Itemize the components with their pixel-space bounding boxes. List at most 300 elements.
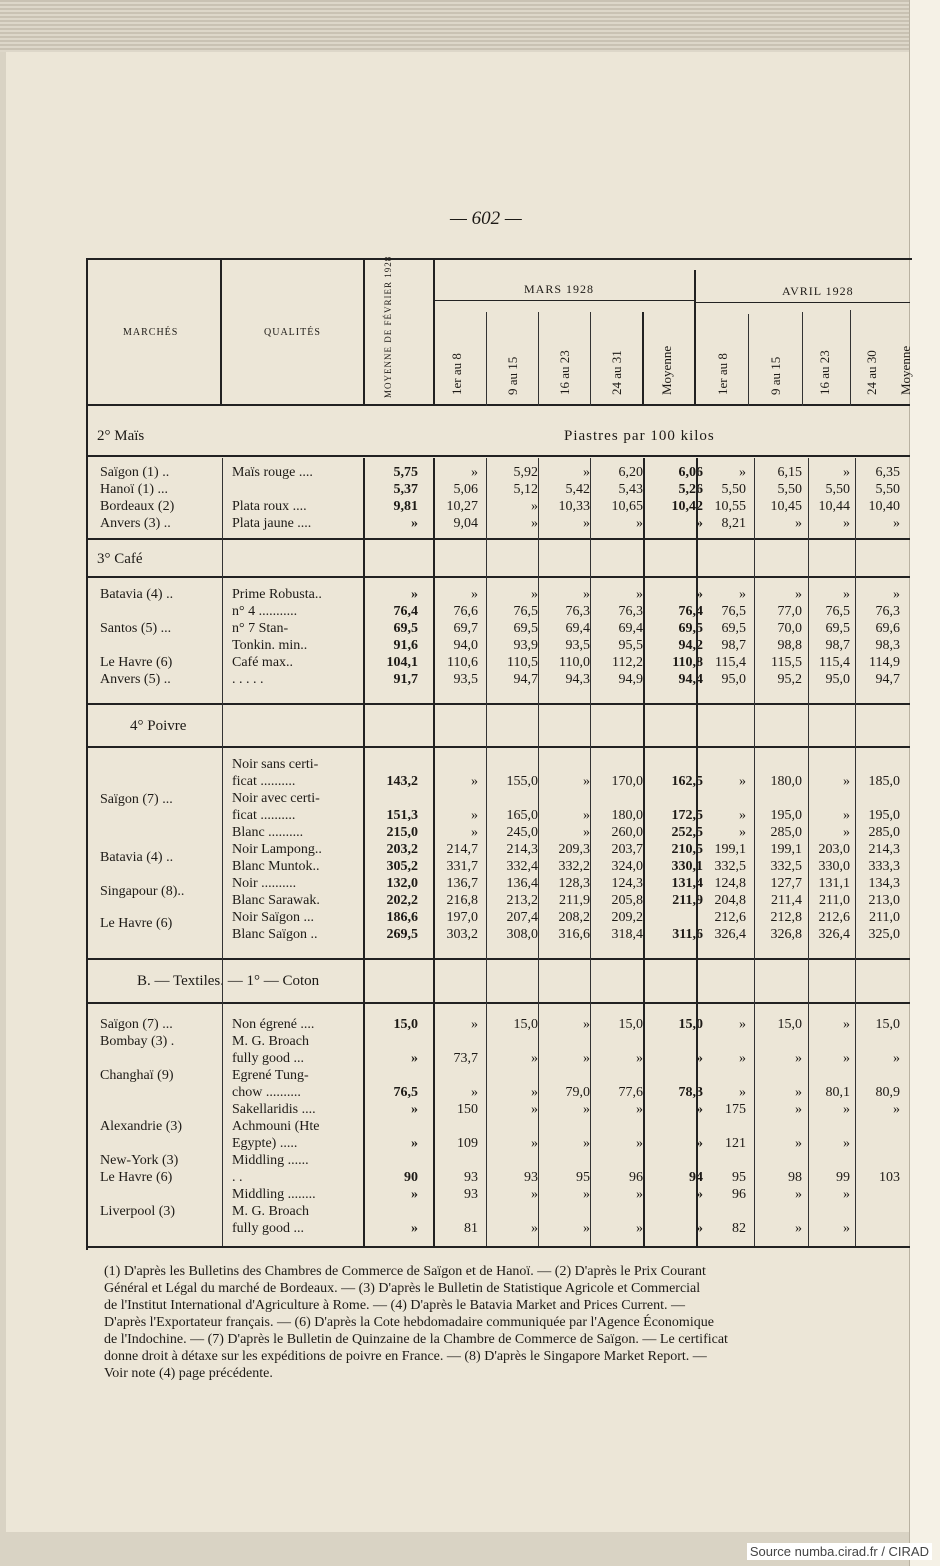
value-cell: » (739, 825, 746, 840)
value-cell: » (636, 1102, 643, 1117)
value-cell: 203,0 (818, 842, 850, 857)
value-cell: 15,0 (393, 1017, 418, 1032)
table-row (90, 859, 908, 876)
value-cell: » (843, 1187, 850, 1202)
value-cell: 94,7 (513, 672, 538, 687)
quality-cell: Achmouni (Hte (232, 1119, 320, 1134)
table-row (90, 842, 908, 865)
value-cell: 212,6 (818, 910, 850, 925)
quality-cell: Noir Saïgon ... (232, 910, 315, 925)
value-cell: 6,20 (618, 465, 643, 480)
body-vrule (433, 458, 435, 1246)
value-cell: 77,6 (618, 1085, 643, 1100)
avril-bracket-line (694, 302, 910, 303)
body-vrule (486, 458, 487, 1246)
market-cell: New-York (3) (100, 1153, 179, 1168)
value-cell: » (696, 516, 703, 531)
value-cell: » (411, 1187, 418, 1202)
value-cell: 109 (457, 1136, 478, 1151)
quality-cell: Prime Robusta.. (232, 587, 322, 602)
section-rule (86, 455, 910, 457)
value-cell: 69,4 (565, 621, 590, 636)
value-cell: 9,81 (393, 499, 418, 514)
section-title: 4° Poivre (130, 718, 187, 734)
table-row (90, 1136, 908, 1153)
header-mars: MARS 1928 (524, 282, 595, 296)
body-vrule (590, 458, 591, 1246)
value-cell: » (583, 1187, 590, 1202)
value-cell: 162,5 (671, 774, 703, 789)
value-cell: 76,5 (721, 604, 746, 619)
table-row (90, 808, 908, 825)
value-cell: 69,5 (721, 621, 746, 636)
footnote-line: de l'Institut International d'Agriculture à Rome. — (4) D'après le Batavia Market and Prices Current. — (104, 1298, 686, 1313)
value-cell: 214,7 (446, 842, 478, 857)
value-cell: 98,7 (721, 638, 746, 653)
value-cell: 211,4 (771, 893, 802, 908)
value-cell: » (583, 1102, 590, 1117)
value-cell: 136,7 (446, 876, 478, 891)
body-vrule (808, 458, 809, 1246)
value-cell: 211,9 (559, 893, 590, 908)
value-cell: 186,6 (386, 910, 418, 925)
section-rule (86, 1002, 910, 1004)
table-row (90, 1034, 908, 1051)
value-cell: 93,9 (513, 638, 538, 653)
value-cell: » (531, 499, 538, 514)
value-cell: 115,4 (715, 655, 746, 670)
value-cell: 15,0 (875, 1017, 900, 1032)
value-cell: 99 (836, 1170, 850, 1185)
value-cell: 95,2 (777, 672, 802, 687)
value-cell: 5,50 (825, 482, 850, 497)
header-vrule-3 (433, 258, 435, 406)
value-cell: 333,3 (868, 859, 900, 874)
value-cell: 204,8 (714, 893, 746, 908)
value-cell: 5,75 (393, 465, 418, 480)
value-cell: » (471, 808, 478, 823)
table-row (90, 672, 908, 689)
value-cell: 212,8 (770, 910, 802, 925)
quality-cell: Noir .......... (232, 876, 297, 891)
header-mars-col-1: 1er au 8 (449, 353, 464, 395)
value-cell: » (893, 1102, 900, 1117)
value-cell: » (531, 1102, 538, 1117)
value-cell: 95 (732, 1170, 746, 1185)
header-vrule-6 (538, 312, 539, 406)
value-cell: 93 (464, 1170, 478, 1185)
value-cell: 79,0 (565, 1085, 590, 1100)
value-cell: » (843, 825, 850, 840)
quality-cell: . . . . . (232, 672, 264, 687)
quality-cell: Tonkin. min.. (232, 638, 308, 653)
value-cell: » (795, 587, 802, 602)
table-row (90, 587, 908, 604)
table-row (90, 1221, 908, 1238)
value-cell: 202,2 (386, 893, 418, 908)
value-cell: 80,1 (825, 1085, 850, 1100)
value-cell: 10,27 (446, 499, 478, 514)
value-cell: » (471, 587, 478, 602)
value-cell: 115,5 (771, 655, 802, 670)
value-cell: 134,3 (868, 876, 900, 891)
value-cell: » (583, 516, 590, 531)
value-cell: 110,8 (672, 655, 703, 670)
value-cell: 308,0 (506, 927, 538, 942)
header-vrule-4 (694, 270, 696, 406)
mars-bracket-line (434, 300, 694, 301)
header-avril-col-4: 24 au 30 (864, 350, 879, 395)
value-cell: 98,3 (875, 638, 900, 653)
value-cell: 76,5 (393, 1085, 418, 1100)
value-cell: 195,0 (868, 808, 900, 823)
header-vrule-2 (363, 258, 365, 406)
value-cell: 69,4 (618, 621, 643, 636)
value-cell: 93,5 (565, 638, 590, 653)
header-avril-col-3: 16 au 23 (817, 350, 832, 395)
value-cell: 197,0 (446, 910, 478, 925)
value-cell: 260,0 (611, 825, 643, 840)
table-row (90, 1068, 908, 1085)
section-rule (86, 746, 910, 748)
value-cell: 132,0 (386, 876, 418, 891)
value-cell: 172,5 (671, 808, 703, 823)
value-cell: 10,45 (770, 499, 802, 514)
value-cell: 209,2 (611, 910, 643, 925)
table-row (90, 604, 908, 621)
value-cell: 199,1 (714, 842, 746, 857)
value-cell: 8,21 (721, 516, 746, 531)
value-cell: » (531, 1221, 538, 1236)
value-cell: 10,44 (818, 499, 850, 514)
value-cell: 98 (788, 1170, 802, 1185)
unit-label: Piastres par 100 kilos (564, 428, 715, 444)
value-cell: » (795, 1102, 802, 1117)
value-cell: 112,2 (612, 655, 643, 670)
value-cell: 332,5 (770, 859, 802, 874)
value-cell: » (411, 1051, 418, 1066)
header-avril-col-1: 1er au 8 (715, 353, 730, 395)
value-cell: 195,0 (770, 808, 802, 823)
value-cell: 216,8 (446, 893, 478, 908)
value-cell: 285,0 (770, 825, 802, 840)
value-cell: 245,0 (506, 825, 538, 840)
market-cell: Batavia (4) .. (100, 850, 174, 865)
value-cell: 95 (576, 1170, 590, 1185)
quality-cell: Blanc Saïgon .. (232, 927, 318, 942)
header-qualites: QUALITÉS (264, 327, 321, 338)
value-cell: 213,0 (868, 893, 900, 908)
value-cell: 5,42 (565, 482, 590, 497)
body-vrule (643, 458, 645, 1246)
value-cell: 73,7 (453, 1051, 478, 1066)
quality-cell: Blanc .......... (232, 825, 304, 840)
value-cell: 124,8 (714, 876, 746, 891)
table-row (90, 910, 908, 931)
value-cell: 185,0 (868, 774, 900, 789)
value-cell: 94,0 (453, 638, 478, 653)
value-cell: 214,3 (868, 842, 900, 857)
value-cell: 69,7 (453, 621, 478, 636)
value-cell: » (739, 1051, 746, 1066)
value-cell: » (531, 1085, 538, 1100)
header-mars-col-4: 24 au 31 (609, 350, 624, 395)
table-row (90, 621, 908, 638)
value-cell: 98,7 (825, 638, 850, 653)
value-cell: 110,0 (559, 655, 590, 670)
quality-cell: Egrené Tung- (232, 1068, 309, 1083)
header-vrule-8 (642, 312, 644, 406)
header-vrule-10 (802, 312, 803, 406)
value-cell: 165,0 (506, 808, 538, 823)
value-cell: 285,0 (868, 825, 900, 840)
value-cell: 94,3 (565, 672, 590, 687)
value-cell: 69,5 (513, 621, 538, 636)
quality-cell: Noir Lampong.. (232, 842, 322, 857)
value-cell: 103 (879, 1170, 900, 1185)
footnote-line: D'après l'Exportateur français. — (6) D'après la Cote hebdomadaire communiquée par l'Agence Économique (104, 1315, 714, 1330)
value-cell: 214,3 (506, 842, 538, 857)
value-cell: 330,1 (671, 859, 703, 874)
value-cell: » (843, 1221, 850, 1236)
quality-cell: Blanc Muntok.. (232, 859, 320, 874)
value-cell: 124,3 (611, 876, 643, 891)
quality-cell: Blanc Sarawak. (232, 893, 320, 908)
value-cell: » (411, 1221, 418, 1236)
value-cell: 6,06 (678, 465, 703, 480)
value-cell: » (471, 465, 478, 480)
value-cell: 90 (404, 1170, 418, 1185)
value-cell: 326,4 (714, 927, 746, 942)
value-cell: 95,0 (721, 672, 746, 687)
section-title: 3° Café (97, 551, 143, 567)
value-cell: 6,35 (875, 465, 900, 480)
table-row (90, 1204, 908, 1221)
value-cell: 5,26 (678, 482, 703, 497)
market-cell: Singapour (8).. (100, 884, 185, 899)
quality-cell: n° 4 ........... (232, 604, 298, 619)
value-cell: 15,0 (513, 1017, 538, 1032)
section-rule (86, 958, 910, 960)
footnote-line: Voir note (4) page précédente. (104, 1366, 273, 1381)
value-cell: 303,2 (446, 927, 478, 942)
value-cell: » (583, 1017, 590, 1032)
value-cell: 325,0 (868, 927, 900, 942)
value-cell: 80,9 (875, 1085, 900, 1100)
quality-cell: Sakellaridis .... (232, 1102, 316, 1117)
value-cell: 94 (689, 1170, 703, 1185)
value-cell: » (739, 587, 746, 602)
header-moyenne-fevrier: MOYENNE DE FÉVRIER 1928 (383, 255, 393, 398)
value-cell: 95,5 (618, 638, 643, 653)
value-cell: » (583, 1051, 590, 1066)
value-cell: 115,4 (819, 655, 850, 670)
value-cell: » (795, 1221, 802, 1236)
value-cell: 69,5 (825, 621, 850, 636)
value-cell: 332,5 (714, 859, 746, 874)
value-cell: » (696, 587, 703, 602)
value-cell: » (531, 587, 538, 602)
value-cell: 70,0 (777, 621, 802, 636)
quality-cell: Plata jaune .... (232, 516, 312, 531)
table-row (90, 1187, 908, 1204)
value-cell: » (843, 1102, 850, 1117)
value-cell: 69,6 (875, 621, 900, 636)
header-vrule-1 (220, 258, 222, 406)
value-cell: » (583, 1136, 590, 1151)
value-cell: 203,2 (386, 842, 418, 857)
quality-cell: ficat .......... (232, 774, 296, 789)
value-cell: » (843, 1051, 850, 1066)
quality-cell: ficat .......... (232, 808, 296, 823)
value-cell: 15,0 (618, 1017, 643, 1032)
value-cell: » (583, 825, 590, 840)
value-cell: » (893, 587, 900, 602)
body-vrule (222, 458, 223, 1246)
section-title: B. — Textiles. — 1° — Coton (137, 973, 320, 989)
table-row (90, 1170, 908, 1187)
value-cell: 69,5 (678, 621, 703, 636)
value-cell: 91,6 (393, 638, 418, 653)
value-cell: » (843, 587, 850, 602)
value-cell: 93 (464, 1187, 478, 1202)
table-row (90, 893, 908, 910)
body-vrule (363, 458, 365, 1246)
value-cell: 207,4 (506, 910, 538, 925)
market-cell: Alexandrie (3) (100, 1119, 183, 1134)
quality-cell: Middling ........ (232, 1187, 316, 1202)
value-cell: 78,3 (678, 1085, 703, 1100)
table-row (90, 516, 908, 533)
value-cell: 96 (629, 1170, 643, 1185)
value-cell: 10,33 (558, 499, 590, 514)
section-title: 2° Maïs (97, 428, 145, 444)
value-cell: 69,5 (393, 621, 418, 636)
quality-cell: M. G. Broach (232, 1034, 309, 1049)
value-cell: 155,0 (506, 774, 538, 789)
quality-cell: . . (232, 1170, 243, 1185)
table-row (90, 482, 908, 499)
quality-cell: Plata roux .... (232, 499, 307, 514)
value-cell: » (893, 1051, 900, 1066)
value-cell: » (739, 1017, 746, 1032)
table-row (90, 465, 908, 482)
value-cell: 9,04 (453, 516, 478, 531)
value-cell: 316,6 (558, 927, 590, 942)
value-cell: 114,9 (869, 655, 900, 670)
market-cell: Changhaï (9) (100, 1068, 174, 1083)
value-cell: 5,06 (453, 482, 478, 497)
value-cell: » (739, 1085, 746, 1100)
table-row (90, 1051, 908, 1068)
quality-cell: M. G. Broach (232, 1204, 309, 1219)
value-cell: 76,4 (393, 604, 418, 619)
market-cell: Saïgon (1) .. (100, 465, 170, 480)
value-cell: » (843, 1017, 850, 1032)
body-vrule (696, 458, 698, 1246)
value-cell: » (531, 1136, 538, 1151)
market-cell: Anvers (3) .. (100, 516, 171, 531)
header-mars-col-3: 16 au 23 (557, 350, 572, 395)
footnote-line: de l'Indochine. — (7) D'après le Bulletin de Quinzaine de la Chambre de Commerce de Saïgon. — Le certificat (104, 1332, 728, 1347)
header-mars-col-5: Moyenne (659, 345, 674, 395)
value-cell: 5,50 (721, 482, 746, 497)
market-cell: Anvers (5) .. (100, 672, 171, 687)
value-cell: » (843, 774, 850, 789)
value-cell: » (739, 774, 746, 789)
market-cell: Le Havre (6) (100, 1170, 173, 1185)
header-marches: MARCHÉS (123, 327, 179, 338)
value-cell: » (696, 1221, 703, 1236)
value-cell: 76,3 (618, 604, 643, 619)
footnotes (104, 1263, 904, 1382)
table-row (90, 655, 908, 672)
value-cell: 205,8 (611, 893, 643, 908)
footnote-line: donne droit à détaxe sur les expéditions de poivre en France. — (8) D'après le Singapore Market Report. — (104, 1349, 707, 1364)
table-row (90, 1085, 908, 1102)
value-cell: » (583, 465, 590, 480)
value-cell: 94,2 (678, 638, 703, 653)
value-cell: 326,4 (818, 927, 850, 942)
value-cell: 15,0 (678, 1017, 703, 1032)
value-cell: » (795, 1136, 802, 1151)
value-cell: 76,3 (565, 604, 590, 619)
value-cell: » (636, 1051, 643, 1066)
value-cell: 208,2 (558, 910, 590, 925)
value-cell: 95,0 (825, 672, 850, 687)
value-cell: » (636, 1221, 643, 1236)
value-cell: 76,3 (875, 604, 900, 619)
value-cell: » (739, 465, 746, 480)
quality-cell: Maïs rouge .... (232, 465, 313, 480)
value-cell: » (843, 1136, 850, 1151)
value-cell: 10,55 (714, 499, 746, 514)
table-row (90, 757, 908, 774)
value-cell: 98,8 (777, 638, 802, 653)
value-cell: » (531, 1051, 538, 1066)
source-credit: Source numba.cirad.fr / CIRAD (747, 1543, 932, 1560)
value-cell: 94,4 (678, 672, 703, 687)
value-cell: 131,1 (818, 876, 850, 891)
header-vrule-9 (748, 314, 749, 406)
value-cell: » (411, 1136, 418, 1151)
value-cell: » (471, 1085, 478, 1100)
book-gutter (909, 0, 940, 1566)
header-vrule-5 (486, 312, 487, 406)
market-cell: Batavia (4) .. (100, 587, 174, 602)
value-cell: » (411, 516, 418, 531)
value-cell: » (843, 465, 850, 480)
section-rule (86, 703, 910, 705)
value-cell: 5,12 (513, 482, 538, 497)
value-cell: 110,6 (447, 655, 478, 670)
value-cell: » (636, 1136, 643, 1151)
table-row (90, 876, 908, 899)
table-row (90, 825, 908, 842)
body-vrule (855, 458, 856, 1246)
footnote-line: (1) D'après les Bulletins des Chambres de Commerce de Saïgon et de Hanoï. — (2) D'après le Prix Courant (104, 1264, 706, 1279)
table-row (90, 1017, 908, 1034)
market-cell: Saïgon (7) ... (100, 792, 173, 807)
value-cell: » (696, 1187, 703, 1202)
table-row (90, 791, 908, 808)
market-cell: Le Havre (6) (100, 655, 173, 670)
market-cell: Saïgon (7) ... (100, 1017, 173, 1032)
value-cell: » (893, 516, 900, 531)
value-cell: 93,5 (453, 672, 478, 687)
table-row (90, 638, 908, 655)
value-cell: » (795, 516, 802, 531)
